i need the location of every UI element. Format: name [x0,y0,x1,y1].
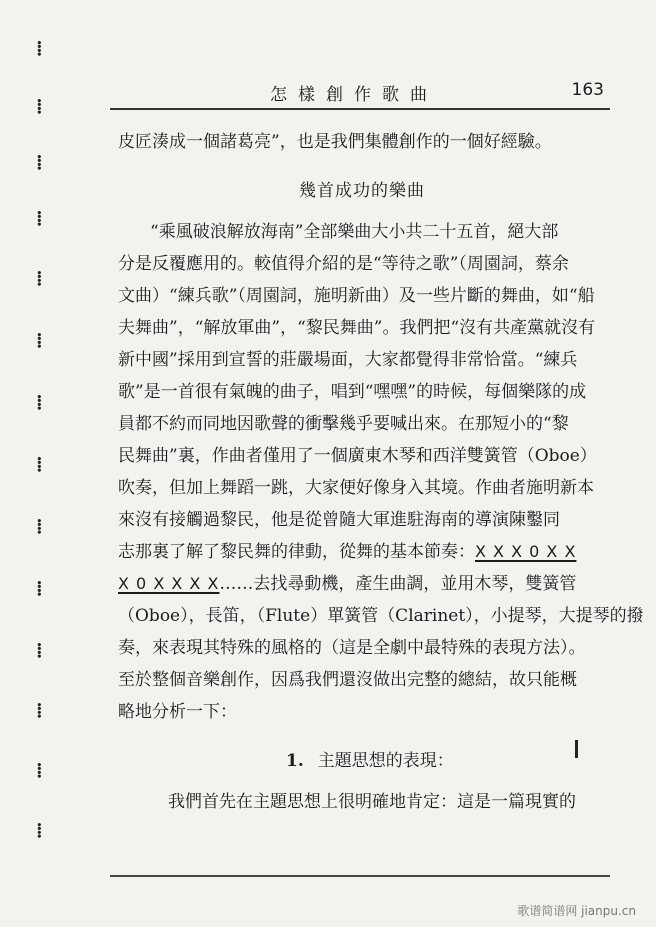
paragraph-line: 新中國”採用到宣誓的莊嚴場面，大家都覺得非常恰當。“練兵 [118,350,578,370]
rhythm-notation: X X X 0 X X [475,542,577,561]
paragraph-line: 文曲）“練兵歌”（周園詞，施明新曲）及一些片斷的舞曲，如“船 [118,286,595,306]
header-rule [110,108,610,110]
binding-mark: ⁞ [36,150,43,174]
binding-mark: ⁞ [36,94,43,118]
paragraph-line: 歌”是一首很有氣魄的曲子，唱到“嘿嘿”的時候，每個樂隊的成 [118,382,587,402]
running-header [110,80,610,106]
rhythm-line [118,542,576,562]
binding-mark: ⁞ [36,638,43,662]
binding-mark: ⁞ [36,266,43,290]
binding-mark: ⁞ [36,36,43,60]
sub-heading-number: 1. [286,751,304,771]
binding-mark: ⁞ [36,390,43,414]
paragraph-line: 來沒有接觸過黎民，他是從曾隨大軍進駐海南的導演陳鑿同 [118,510,560,530]
binding-mark: ⁞ [36,576,43,600]
binding-mark: ⁞ [36,818,43,842]
paragraph-line: 吹奏，但加上舞蹈一跳，大家便好像身入其境。作曲者施明新本 [118,478,594,498]
header-title: 怎樣創作歌曲 [270,85,438,105]
sub-heading-text: 主題思想的表現： [317,751,454,771]
site-watermark: 歌谱简谱网 jianpu.cn [517,904,636,918]
binding-mark: ⁞ [36,514,43,538]
binding-mark: ⁞ [36,698,43,722]
paragraph-line: 我們首先在主題思想上很明確地肯定：這是一篇現實的 [168,792,576,812]
rhythm-line [118,574,576,594]
section-title: 幾首成功的樂曲 [299,181,425,201]
stray-ink-mark [575,740,578,758]
binding-mark: ⁞ [36,452,43,476]
paragraph-line: 至於整個音樂創作，因爲我們還沒做出完整的總結，故只能概 [118,670,577,690]
paragraph-line: 員都不約而同地因歌聲的衝擊幾乎要喊出來。在那短小的“黎 [118,414,569,434]
text-line-intro: 皮匠湊成一個諸葛亮”，也是我們集體創作的一個好經驗。 [118,132,552,152]
page-number: 163 [571,80,604,100]
paragraph-line: “乘風破浪解放海南”全部樂曲大小共二十五首，絕大部 [150,222,559,242]
sub-heading [286,746,454,771]
rhythm-prefix: 志那裏了解了黎民舞的律動，從舞的基本節奏： [118,542,475,562]
paragraph-line: 奏，來表現其特殊的風格的（這是全劇中最特殊的表現方法）。 [118,638,586,658]
paragraph-line: 略地分析一下： [118,702,237,722]
binding-mark: ⁞ [36,328,43,352]
rhythm-notation: X 0 X X X X [118,574,220,593]
paragraph-line: 夫舞曲”，“解放軍曲”，“黎民舞曲”。我們把“沒有共產黨就沒有 [118,318,596,338]
rhythm-suffix: ……去找尋動機，產生曲調，並用木琴，雙簧管 [219,574,577,594]
paragraph-line: 民舞曲”裏，作曲者僅用了一個廣東木琴和西洋雙簧管（Oboe） [118,446,597,466]
binding-mark: ⁞ [36,206,43,230]
bottom-rule [110,875,610,877]
paragraph-line: 分是反覆應用的。較值得介紹的是“等待之歌”（周園詞，蔡余 [118,254,569,274]
paragraph-line: （Oboe），長笛，（Flute）單簧管（Clarinet），小提琴，大提琴的撥 [118,606,644,626]
binding-mark: ⁞ [36,758,43,782]
